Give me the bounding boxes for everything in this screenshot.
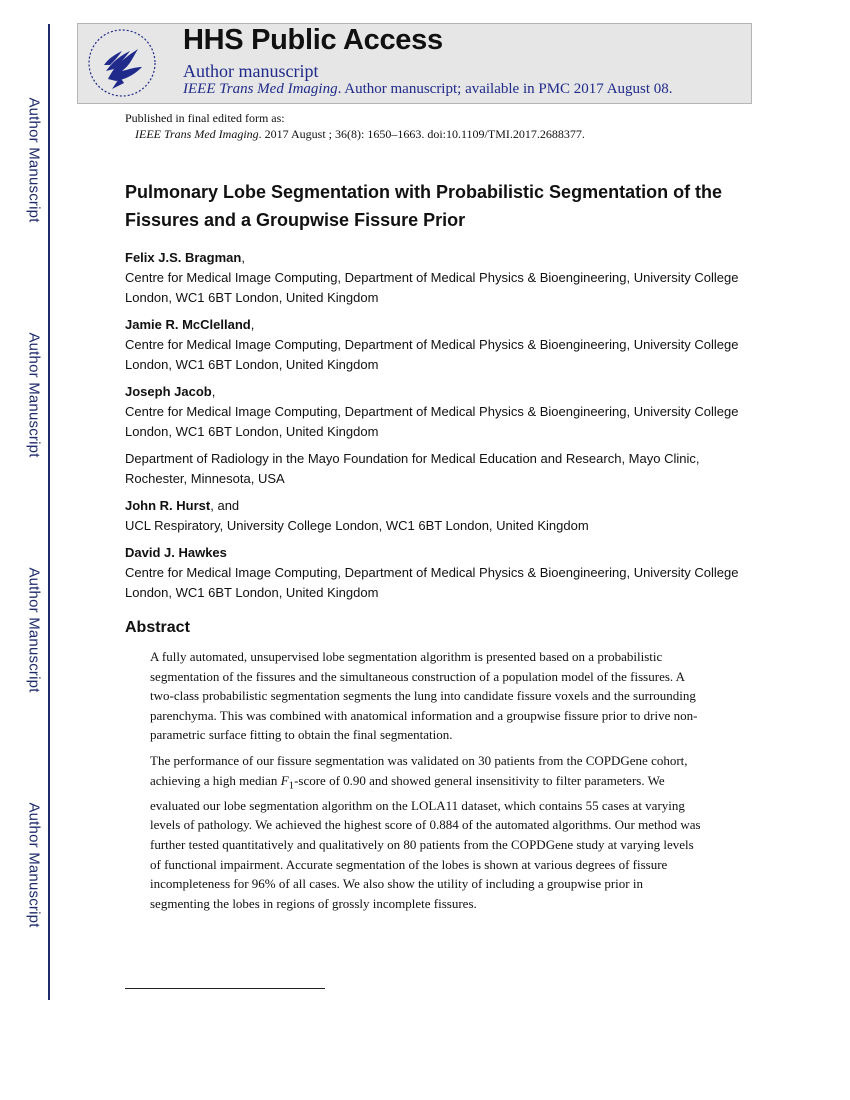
author-affiliation: Centre for Medical Image Computing, Department of Medical Physics & Bioengineering, University College London, WC1 6BT London, United Kingdom <box>125 565 739 600</box>
author-entry: John R. Hurst, and UCL Respiratory, University College London, WC1 6BT London, United Kingdom <box>125 496 745 536</box>
margin-rule <box>48 24 50 1000</box>
header-subtitle: Author manuscript <box>183 61 319 81</box>
header-title: HHS Public Access <box>183 24 443 56</box>
author-entry <box>125 543 745 603</box>
author-name: Joseph Jacob <box>125 384 212 399</box>
author-affiliation: Department of Radiology in the Mayo Foundation for Medical Education and Research, Mayo Clinic, Rochester, Minnesota, USA <box>125 451 700 486</box>
author-affiliation: Centre for Medical Image Computing, Department of Medical Physics & Bioengineering, University College London, WC1 6BT London, United Kingdom <box>125 404 739 439</box>
citation-line: IEEE Trans Med Imaging. 2017 August ; 36(8): 1650–1663. doi:10.1109/TMI.2017.2688377. <box>135 127 585 141</box>
author-list <box>125 248 745 610</box>
abstract-body <box>150 647 705 919</box>
author-affiliation: Centre for Medical Image Computing, Department of Medical Physics & Bioengineering, University College London, WC1 6BT London, United Kingdom <box>125 270 739 305</box>
author-affiliation: UCL Respiratory, University College London, WC1 6BT London, United Kingdom <box>125 518 589 533</box>
hhs-eagle-logo-icon <box>86 27 158 99</box>
abstract-heading: Abstract <box>125 619 190 636</box>
author-name: Jamie R. McClelland <box>125 317 251 332</box>
author-entry: Jamie R. McClelland, Centre for Medical Image Computing, Department of Medical Physics & Bioengineering, University College London, WC1 6BT London, United Kingdom <box>125 315 745 375</box>
author-entry: Joseph Jacob, Centre for Medical Image Computing, Department of Medical Physics & Bioengineering, University College London, WC1 6BT London, United Kingdom Department of Radiology in the Mayo Foundation for Medical Education and Research, Mayo Clinic, Rochester, Minnesota, USA <box>125 382 745 489</box>
author-name: David J. Hawkes <box>125 545 227 560</box>
header-journal-line: IEEE Trans Med Imaging. Author manuscript; available in PMC 2017 August 08. <box>183 81 673 97</box>
abstract-paragraph: A fully automated, unsupervised lobe segmentation algorithm is presented based on a probabilistic segmentation of the fissures and the simultaneous construction of a population model of the fissures. A two-class probabilistic segmentation segments the lung into candidate fissure voxels and the surrounding parenchyma. This was combined with anatomical information and a groupwise fissure prior to drive non-parametric surface fitting to obtain the final segmentation. <box>150 649 698 743</box>
footnote-divider <box>125 988 325 989</box>
published-label: Published in final edited form as: <box>125 111 285 125</box>
abstract-paragraph: The performance of our fissure segmentation was validated on 30 patients from the COPDGene cohort, achieving a high median $F_1$-score of 0.90 and showed general insensitivity to filter parameters. We evaluated our lobe segmentation algorithm on the LOLA11 dataset, which contains 55 cases at varying levels of pathology. We achieved the highest score of 0.884 of the automated algorithms. Our method was further tested quantitatively and qualitatively on 80 patients from the COPDGene study at varying levels of functional impairment. Accurate segmentation of the lobes is shown at various degrees of fissure incompleteness for 96% of all cases. We also show the utility of including a groupwise prior in segmenting the lobes in regions of grossly incomplete fissures. <box>150 752 701 911</box>
paper-title: Pulmonary Lobe Segmentation with Probabilistic Segmentation of the Fissures and a Groupwise Fissure Prior <box>125 182 723 230</box>
author-entry: Felix J.S. Bragman, Centre for Medical Image Computing, Department of Medical Physics & Bioengineering, University College London, WC1 6BT London, United Kingdom <box>125 248 745 308</box>
author-affiliation: Centre for Medical Image Computing, Department of Medical Physics & Bioengineering, University College London, WC1 6BT London, United Kingdom <box>125 337 739 372</box>
author-name: Felix J.S. Bragman <box>125 250 242 265</box>
author-name: John R. Hurst <box>125 498 211 513</box>
